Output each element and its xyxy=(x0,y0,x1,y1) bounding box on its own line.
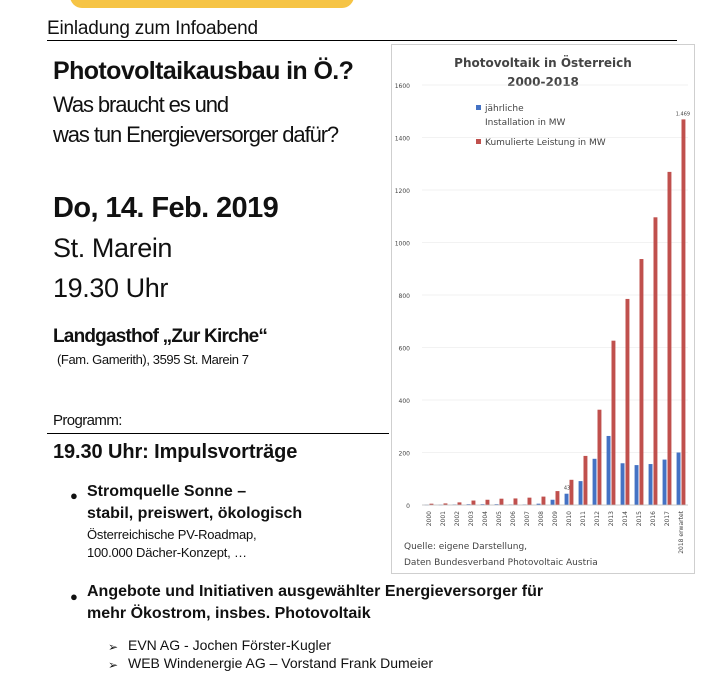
x-tick-label: 2004 xyxy=(482,511,489,527)
event-date: Do, 14. Feb. 2019 xyxy=(53,192,279,224)
x-tick-label: 2001 xyxy=(440,511,447,527)
legend-label-annual-line2: Installation in MW xyxy=(485,118,566,128)
bar-cumulative xyxy=(542,497,546,505)
bar-annual xyxy=(565,494,569,505)
bullet-1-line4: 100.000 Dächer-Konzept, … xyxy=(87,545,247,560)
program-divider xyxy=(47,433,389,434)
program-label: Programm: xyxy=(53,412,122,429)
bullet-2-line2: mehr Ökostrom, insbes. Photovoltaik xyxy=(87,605,371,622)
event-time: 19.30 Uhr xyxy=(53,273,168,303)
speaker-item: EVN AG - Jochen Förster-Kugler xyxy=(128,637,332,653)
y-tick-label: 1200 xyxy=(394,188,410,195)
x-tick-label: 2018 erwartet xyxy=(678,511,685,554)
event-place: St. Marein xyxy=(53,233,173,263)
x-tick-label: 2002 xyxy=(454,511,461,527)
y-tick-label: 600 xyxy=(398,345,410,353)
bar-cumulative xyxy=(556,491,560,505)
bar-annual xyxy=(635,465,639,505)
data-label: 43 xyxy=(563,485,571,492)
headline-subtitle-line2: was tun Energieversorger dafür? xyxy=(53,122,339,147)
x-tick-label: 2013 xyxy=(608,511,615,527)
bar-cumulative xyxy=(654,217,658,505)
bullet-1-line3: Österreichische PV-Roadmap, xyxy=(87,527,257,542)
header-divider xyxy=(47,40,677,41)
x-tick-label: 2008 xyxy=(538,511,545,527)
bar-annual xyxy=(607,436,611,505)
x-tick-label: 2015 xyxy=(636,511,643,527)
bar-cumulative xyxy=(500,499,504,505)
chart-source-line1: Quelle: eigene Darstellung, xyxy=(404,542,528,552)
event-address: (Fam. Gamerith), 3595 St. Marein 7 xyxy=(57,352,249,367)
bar-annual xyxy=(663,460,667,505)
y-tick-label: 0 xyxy=(406,503,410,510)
bar-cumulative xyxy=(612,341,616,505)
y-tick-label: 200 xyxy=(398,450,410,458)
y-tick-label: 1600 xyxy=(394,83,410,90)
bullet-dot-icon: ● xyxy=(70,488,78,503)
bar-annual xyxy=(649,464,653,505)
x-tick-label: 2011 xyxy=(580,511,587,527)
bullet-1-line2: stabil, preiswert, ökologisch xyxy=(87,505,303,522)
bar-cumulative xyxy=(640,259,644,505)
headline-title: Photovoltaikausbau in Ö.? xyxy=(53,57,354,85)
bullet-2-line1: Angebote und Initiativen ausgewählter Energieversorger für xyxy=(87,583,544,600)
y-tick-label: 800 xyxy=(398,293,410,300)
bar-annual xyxy=(551,500,555,505)
arrow-bullet-icon: ➢ xyxy=(108,640,119,654)
chart-source-line2: Daten Bundesverband Photovoltaic Austria xyxy=(404,558,598,568)
x-tick-label: 2003 xyxy=(468,511,475,527)
header-title: Einladung zum Infoabend xyxy=(47,18,258,39)
pv-chart xyxy=(391,44,695,574)
legend-label-annual-line1: jährliche xyxy=(485,104,524,114)
bar-cumulative xyxy=(598,410,602,505)
x-tick-label: 2005 xyxy=(496,511,503,527)
x-tick-label: 2012 xyxy=(594,511,601,527)
bar-cumulative xyxy=(570,480,574,505)
legend-label-cumulative: Kumulierte Leistung in MW xyxy=(485,138,606,148)
speaker-item: WEB Windenergie AG – Vorstand Frank Dumeier xyxy=(128,655,434,671)
program-talks-heading: 19.30 Uhr: Impulsvorträge xyxy=(53,441,298,463)
y-tick-label: 400 xyxy=(398,398,410,405)
event-venue: Landgasthof „Zur Kirche“ xyxy=(53,326,268,347)
bar-annual xyxy=(677,453,681,506)
bar-cumulative xyxy=(626,299,630,505)
bar-cumulative xyxy=(584,456,588,505)
bar-cumulative xyxy=(514,498,518,505)
bar-cumulative xyxy=(528,498,532,505)
x-tick-label: 2000 xyxy=(426,511,433,527)
bar-cumulative xyxy=(472,501,476,505)
bar-cumulative xyxy=(668,172,672,505)
y-tick-label: 1400 xyxy=(394,135,410,143)
x-tick-label: 2017 xyxy=(664,511,671,527)
bar-annual xyxy=(621,463,625,505)
x-tick-label: 2009 xyxy=(552,511,559,527)
bar-annual xyxy=(593,459,597,505)
chart-title-line1: Photovoltaik in Österreich xyxy=(454,56,632,70)
x-tick-label: 2014 xyxy=(622,511,629,527)
y-tick-label: 1000 xyxy=(394,240,410,248)
bullet-dot-icon: ● xyxy=(70,589,78,604)
header-accent-shape xyxy=(70,0,354,8)
arrow-bullet-icon: ➢ xyxy=(108,658,119,672)
bar-cumulative xyxy=(486,500,490,505)
legend-swatch-cumulative xyxy=(476,139,481,144)
x-tick-label: 2010 xyxy=(566,511,573,527)
bar-cumulative xyxy=(682,119,686,505)
legend-swatch-annual xyxy=(476,105,481,110)
chart-title-line2: 2000-2018 xyxy=(507,75,579,89)
bullet-1-line1: Stromquelle Sonne – xyxy=(87,483,247,500)
data-label: 1.469 xyxy=(675,111,691,118)
bar-annual xyxy=(579,481,583,505)
headline-subtitle-line1: Was braucht es und xyxy=(53,92,229,117)
pv-chart-svg xyxy=(392,45,694,573)
x-tick-label: 2006 xyxy=(510,511,517,527)
x-tick-label: 2007 xyxy=(524,511,531,527)
x-tick-label: 2016 xyxy=(650,511,657,527)
